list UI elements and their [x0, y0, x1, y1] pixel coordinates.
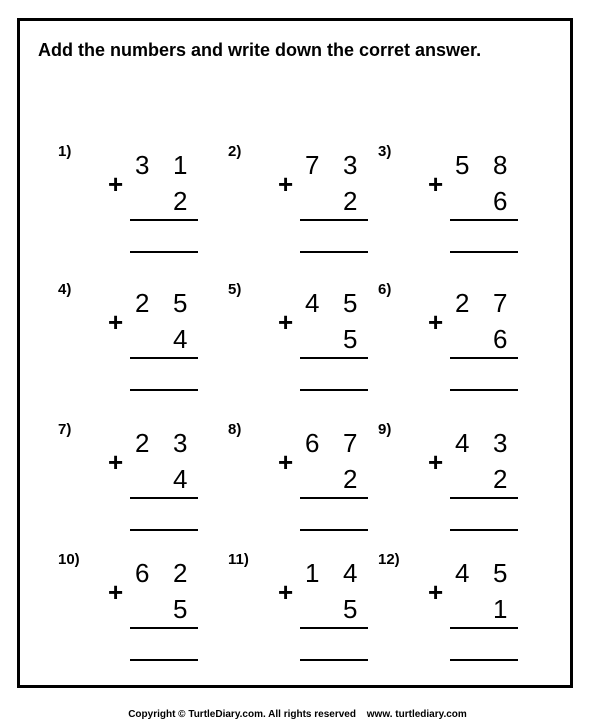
problem-number: 6) [378, 281, 392, 298]
sum-line [450, 497, 518, 499]
problem-5 [228, 281, 378, 411]
answer-line[interactable] [450, 659, 518, 661]
bottom-digit: 4 [173, 324, 188, 354]
plus-sign: + [428, 447, 444, 477]
sum-line [450, 627, 518, 629]
bottom-digit: 2 [343, 464, 358, 494]
sum-line [130, 497, 198, 499]
problem-7 [58, 421, 208, 551]
bottom-digit: 6 [493, 324, 508, 354]
top-ones-digit: 3 [493, 428, 508, 458]
bottom-digit: 2 [343, 186, 358, 216]
top-ones-digit: 7 [493, 288, 508, 318]
problem-6 [378, 281, 528, 411]
top-ones-digit: 7 [343, 428, 358, 458]
answer-line[interactable] [130, 659, 198, 661]
plus-sign: + [428, 577, 444, 607]
top-ones-digit: 3 [173, 428, 188, 458]
footer [0, 709, 595, 720]
problem-number: 1) [58, 143, 72, 160]
answer-line[interactable] [300, 529, 368, 531]
sum-line [450, 357, 518, 359]
answer-line[interactable] [300, 389, 368, 391]
top-tens-digit: 1 [305, 558, 320, 588]
problem-9 [378, 421, 528, 551]
answer-line[interactable] [130, 251, 198, 253]
top-tens-digit: 2 [135, 428, 150, 458]
answer-line[interactable] [450, 529, 518, 531]
sum-line [130, 357, 198, 359]
bottom-digit: 4 [173, 464, 188, 494]
problem-10 [58, 551, 208, 681]
problem-12 [378, 551, 528, 681]
problem-4 [58, 281, 208, 411]
plus-sign: + [278, 447, 294, 477]
plus-sign: + [108, 169, 124, 199]
top-ones-digit: 4 [343, 558, 358, 588]
site-link[interactable]: www. turtlediary.com [366, 709, 467, 720]
bottom-digit: 2 [493, 464, 508, 494]
plus-sign: + [108, 577, 124, 607]
sum-line [300, 357, 368, 359]
plus-sign: + [108, 307, 124, 337]
answer-line[interactable] [300, 659, 368, 661]
top-tens-digit: 4 [455, 428, 470, 458]
top-tens-digit: 5 [455, 150, 470, 180]
top-tens-digit: 2 [135, 288, 150, 318]
answer-line[interactable] [300, 251, 368, 253]
sum-line [130, 627, 198, 629]
problem-number: 2) [228, 143, 242, 160]
problem-number: 5) [228, 281, 242, 298]
problem-1 [58, 143, 208, 273]
top-ones-digit: 5 [343, 288, 358, 318]
plus-sign: + [108, 447, 124, 477]
top-tens-digit: 3 [135, 150, 150, 180]
problem-3 [378, 143, 528, 273]
problem-number: 11) [228, 551, 249, 568]
top-ones-digit: 1 [173, 150, 188, 180]
answer-line[interactable] [450, 389, 518, 391]
problem-8 [228, 421, 378, 551]
sum-line [300, 627, 368, 629]
problem-number: 9) [378, 421, 392, 438]
plus-sign: + [428, 307, 444, 337]
sum-line [450, 219, 518, 221]
problem-number: 7) [58, 421, 72, 438]
bottom-digit: 6 [493, 186, 508, 216]
instruction-text: Add the numbers and write down the corret answer. [38, 40, 482, 60]
plus-sign: + [278, 169, 294, 199]
problem-11 [228, 551, 378, 681]
top-tens-digit: 6 [135, 558, 150, 588]
problem-number: 4) [58, 281, 72, 298]
bottom-digit: 5 [173, 594, 188, 624]
top-ones-digit: 5 [493, 558, 508, 588]
answer-line[interactable] [130, 529, 198, 531]
answer-line[interactable] [130, 389, 198, 391]
top-tens-digit: 4 [305, 288, 320, 318]
top-tens-digit: 7 [305, 150, 320, 180]
sum-line [300, 497, 368, 499]
top-ones-digit: 2 [173, 558, 188, 588]
sum-line [130, 219, 198, 221]
problem-number: 8) [228, 421, 242, 438]
bottom-digit: 5 [343, 594, 358, 624]
top-ones-digit: 5 [173, 288, 188, 318]
bottom-digit: 1 [493, 594, 508, 624]
top-ones-digit: 8 [493, 150, 508, 180]
plus-sign: + [278, 307, 294, 337]
problem-number: 10) [58, 551, 80, 568]
top-tens-digit: 2 [455, 288, 470, 318]
problem-number: 3) [378, 143, 392, 160]
answer-line[interactable] [450, 251, 518, 253]
copyright-text: Copyright © TurtleDiary.com. All rights reserved [128, 709, 356, 720]
top-tens-digit: 6 [305, 428, 320, 458]
plus-sign: + [278, 577, 294, 607]
problem-number: 12) [378, 551, 400, 568]
sum-line [300, 219, 368, 221]
plus-sign: + [428, 169, 444, 199]
top-tens-digit: 4 [455, 558, 470, 588]
bottom-digit: 5 [343, 324, 358, 354]
problem-2 [228, 143, 378, 273]
top-ones-digit: 3 [343, 150, 358, 180]
bottom-digit: 2 [173, 186, 188, 216]
